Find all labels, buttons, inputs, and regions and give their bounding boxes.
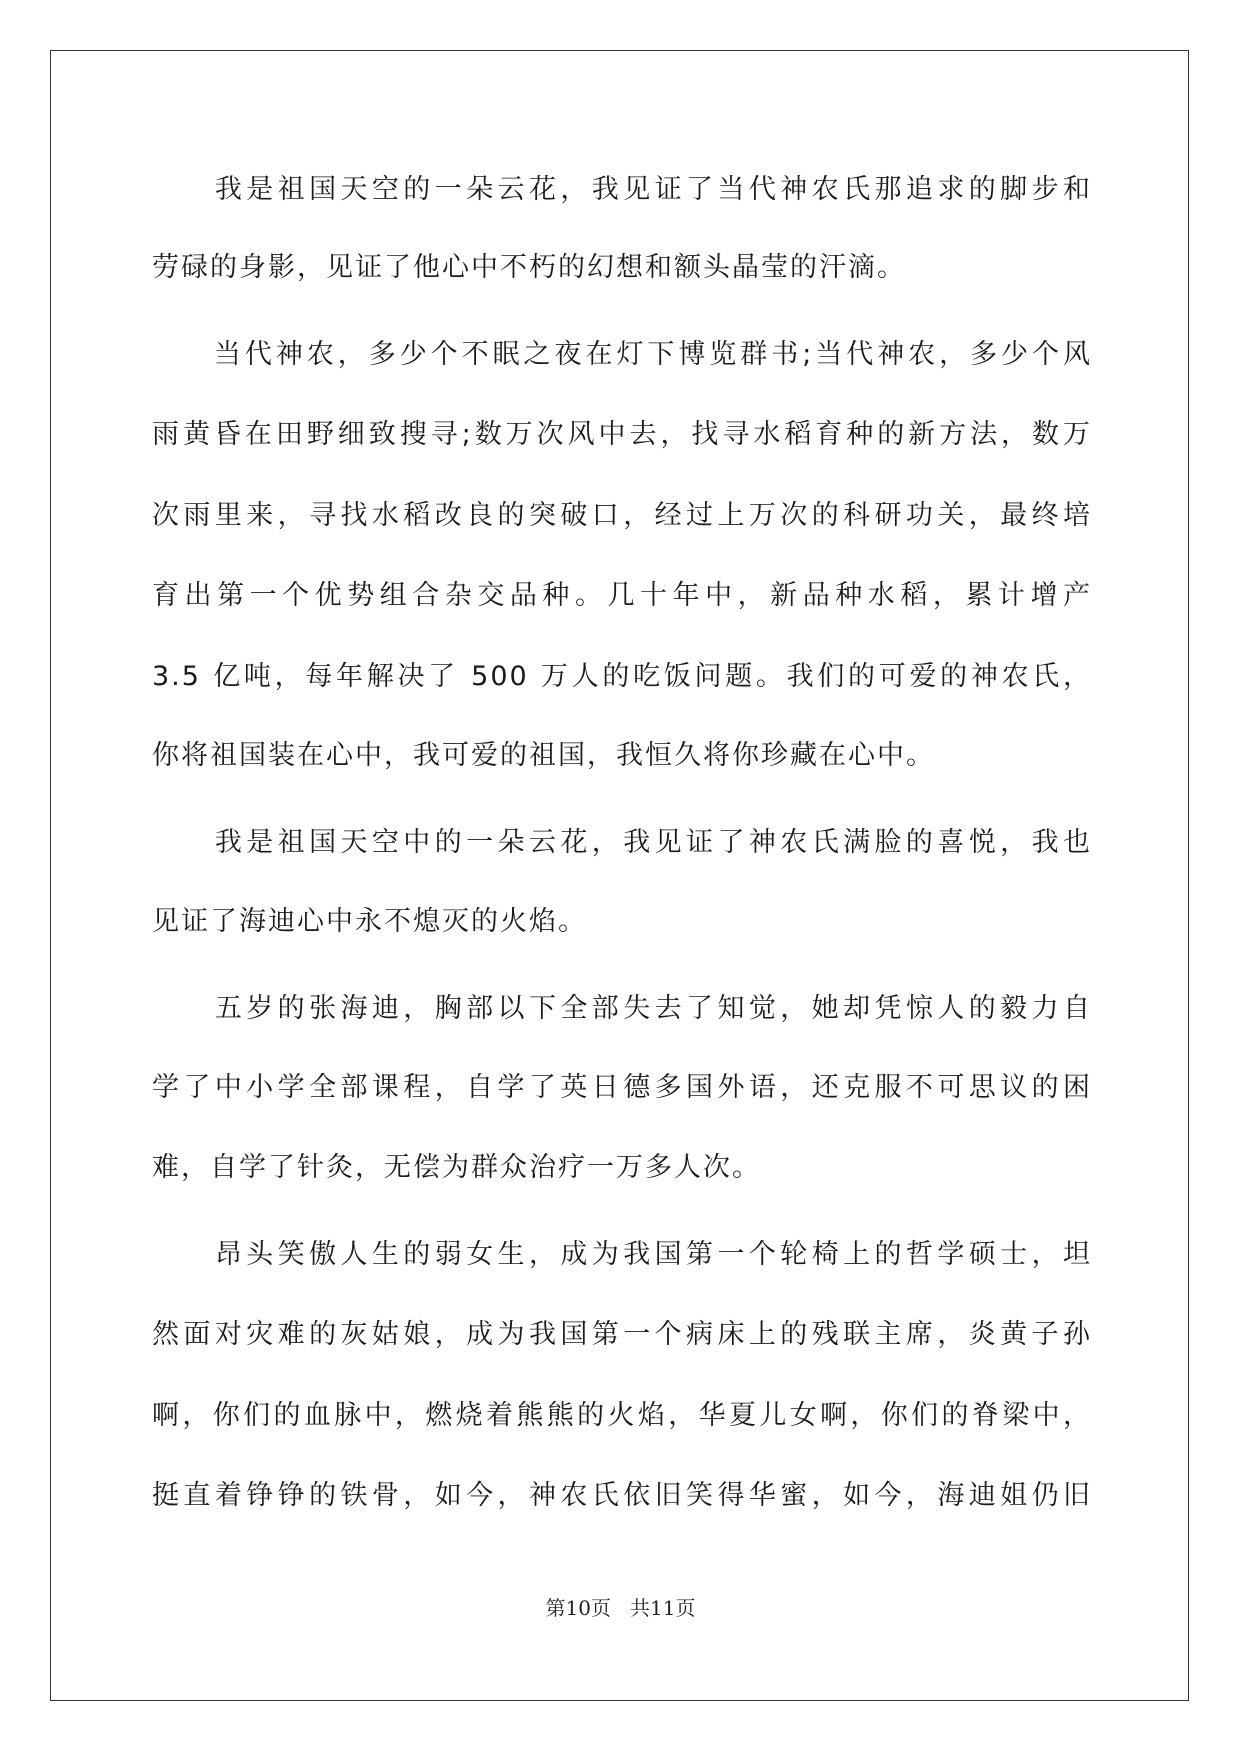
- text-line: 学了中小学全部课程，自学了英日德多国外语，还克服不可思议的困: [152, 1072, 1092, 1103]
- text-line: 雨黄昏在田野细致搜寻;数万次风中去，找寻水稻育种的新方法，数万: [152, 419, 1092, 450]
- text-line: 见证了海迪心中永不熄灭的火焰。: [152, 906, 587, 937]
- page-border: [50, 50, 1189, 1701]
- text-line: 劳碌的身影，见证了他心中不朽的幻想和额头晶莹的汗滴。: [152, 252, 906, 283]
- text-line: 五岁的张海迪，胸部以下全部失去了知觉，她却凭惊人的毅力自: [152, 993, 1092, 1024]
- text-line: 昂头笑傲人生的弱女生，成为我国第一个轮椅上的哲学硕士，坦: [152, 1239, 1092, 1270]
- page-total: 共11页: [630, 1596, 696, 1620]
- text-line: 我是祖国天空的一朵云花，我见证了当代神农氏那追求的脚步和: [152, 174, 1092, 205]
- text-line: 难，自学了针灸，无偿为群众治疗一万多人次。: [152, 1152, 761, 1183]
- text-line: 育出第一个优势组合杂交品种。几十年中，新品种水稻，累计增产: [152, 580, 1092, 611]
- text-line: 次雨里来，寻找水稻改良的突破口，经过上万次的科研功关，最终培: [152, 500, 1092, 531]
- text-line: 3.5 亿吨，每年解决了 500 万人的吃饭问题。我们的可爱的神农氏，: [152, 661, 1092, 692]
- text-line: 当代神农，多少个不眠之夜在灯下博览群书;当代神农，多少个风: [152, 339, 1092, 370]
- text-line: 啊，你们的血脉中，燃烧着熊熊的火焰，华夏儿女啊，你们的脊梁中，: [152, 1400, 1092, 1431]
- text-line: 挺直着铮铮的铁骨，如今，神农氏依旧笑得华蜜，如今，海迪姐仍旧: [152, 1480, 1092, 1511]
- text-line: 我是祖国天空中的一朵云花，我见证了神农氏满脸的喜悦，我也: [152, 827, 1092, 858]
- page-number: 第10页: [545, 1596, 611, 1620]
- text-line: 然面对灾难的灰姑娘，成为我国第一个病床上的残联主席，炎黄子孙: [152, 1319, 1092, 1350]
- page-footer: [0, 1592, 1241, 1621]
- text-line: 你将祖国装在心中，我可爱的祖国，我恒久将你珍藏在心中。: [152, 740, 935, 771]
